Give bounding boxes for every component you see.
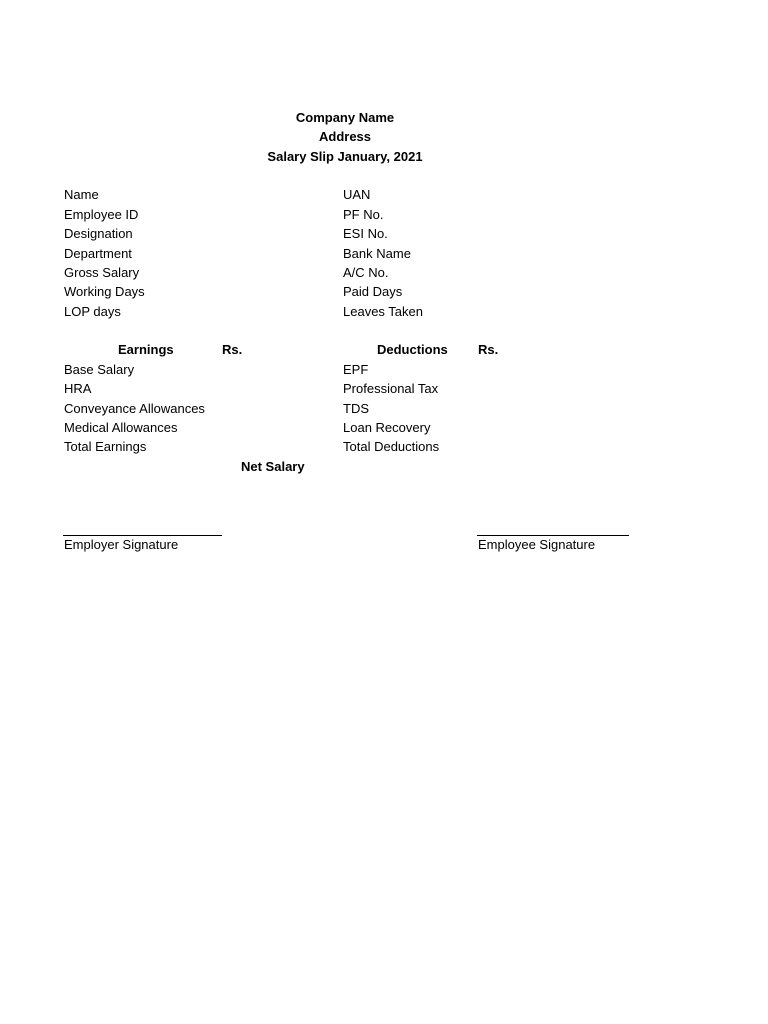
earning-conveyance: Conveyance Allowances: [64, 401, 205, 416]
info-label-esi-no: ESI No.: [343, 226, 388, 241]
employer-signature-line: [63, 535, 222, 536]
earning-medical: Medical Allowances: [64, 420, 178, 435]
earning-base-salary: Base Salary: [64, 362, 135, 377]
deduction-professional-tax: Professional Tax: [343, 381, 439, 396]
info-label-working-days: Working Days: [64, 284, 145, 299]
company-name: Company Name: [295, 110, 395, 125]
earning-total: Total Earnings: [64, 439, 147, 454]
deductions-heading: Deductions: [377, 342, 448, 357]
info-label-bank-name: Bank Name: [343, 246, 411, 261]
deduction-epf: EPF: [343, 362, 369, 377]
info-label-designation: Designation: [64, 226, 133, 241]
employee-signature-label: Employee Signature: [478, 537, 596, 552]
employer-signature-label: Employer Signature: [64, 537, 179, 552]
employee-signature-line: [477, 535, 629, 536]
info-label-lop-days: LOP days: [64, 304, 121, 319]
slip-title: Salary Slip January, 2021: [267, 149, 423, 164]
info-label-employee-id: Employee ID: [64, 207, 139, 222]
info-label-gross-salary: Gross Salary: [64, 265, 140, 280]
deductions-currency: Rs.: [478, 342, 499, 357]
info-label-leaves-taken: Leaves Taken: [343, 304, 423, 319]
earning-hra: HRA: [64, 381, 92, 396]
earnings-heading: Earnings: [118, 342, 174, 357]
info-label-name: Name: [64, 187, 99, 202]
deduction-tds: TDS: [343, 401, 369, 416]
net-salary-label: Net Salary: [241, 459, 305, 474]
info-label-paid-days: Paid Days: [343, 284, 403, 299]
info-label-uan: UAN: [343, 187, 371, 202]
info-label-pf-no: PF No.: [343, 207, 384, 222]
company-address: Address: [318, 129, 372, 144]
deduction-loan-recovery: Loan Recovery: [343, 420, 431, 435]
earnings-currency: Rs.: [222, 342, 243, 357]
deduction-total: Total Deductions: [343, 439, 440, 454]
info-label-ac-no: A/C No.: [343, 265, 389, 280]
info-label-department: Department: [64, 246, 132, 261]
